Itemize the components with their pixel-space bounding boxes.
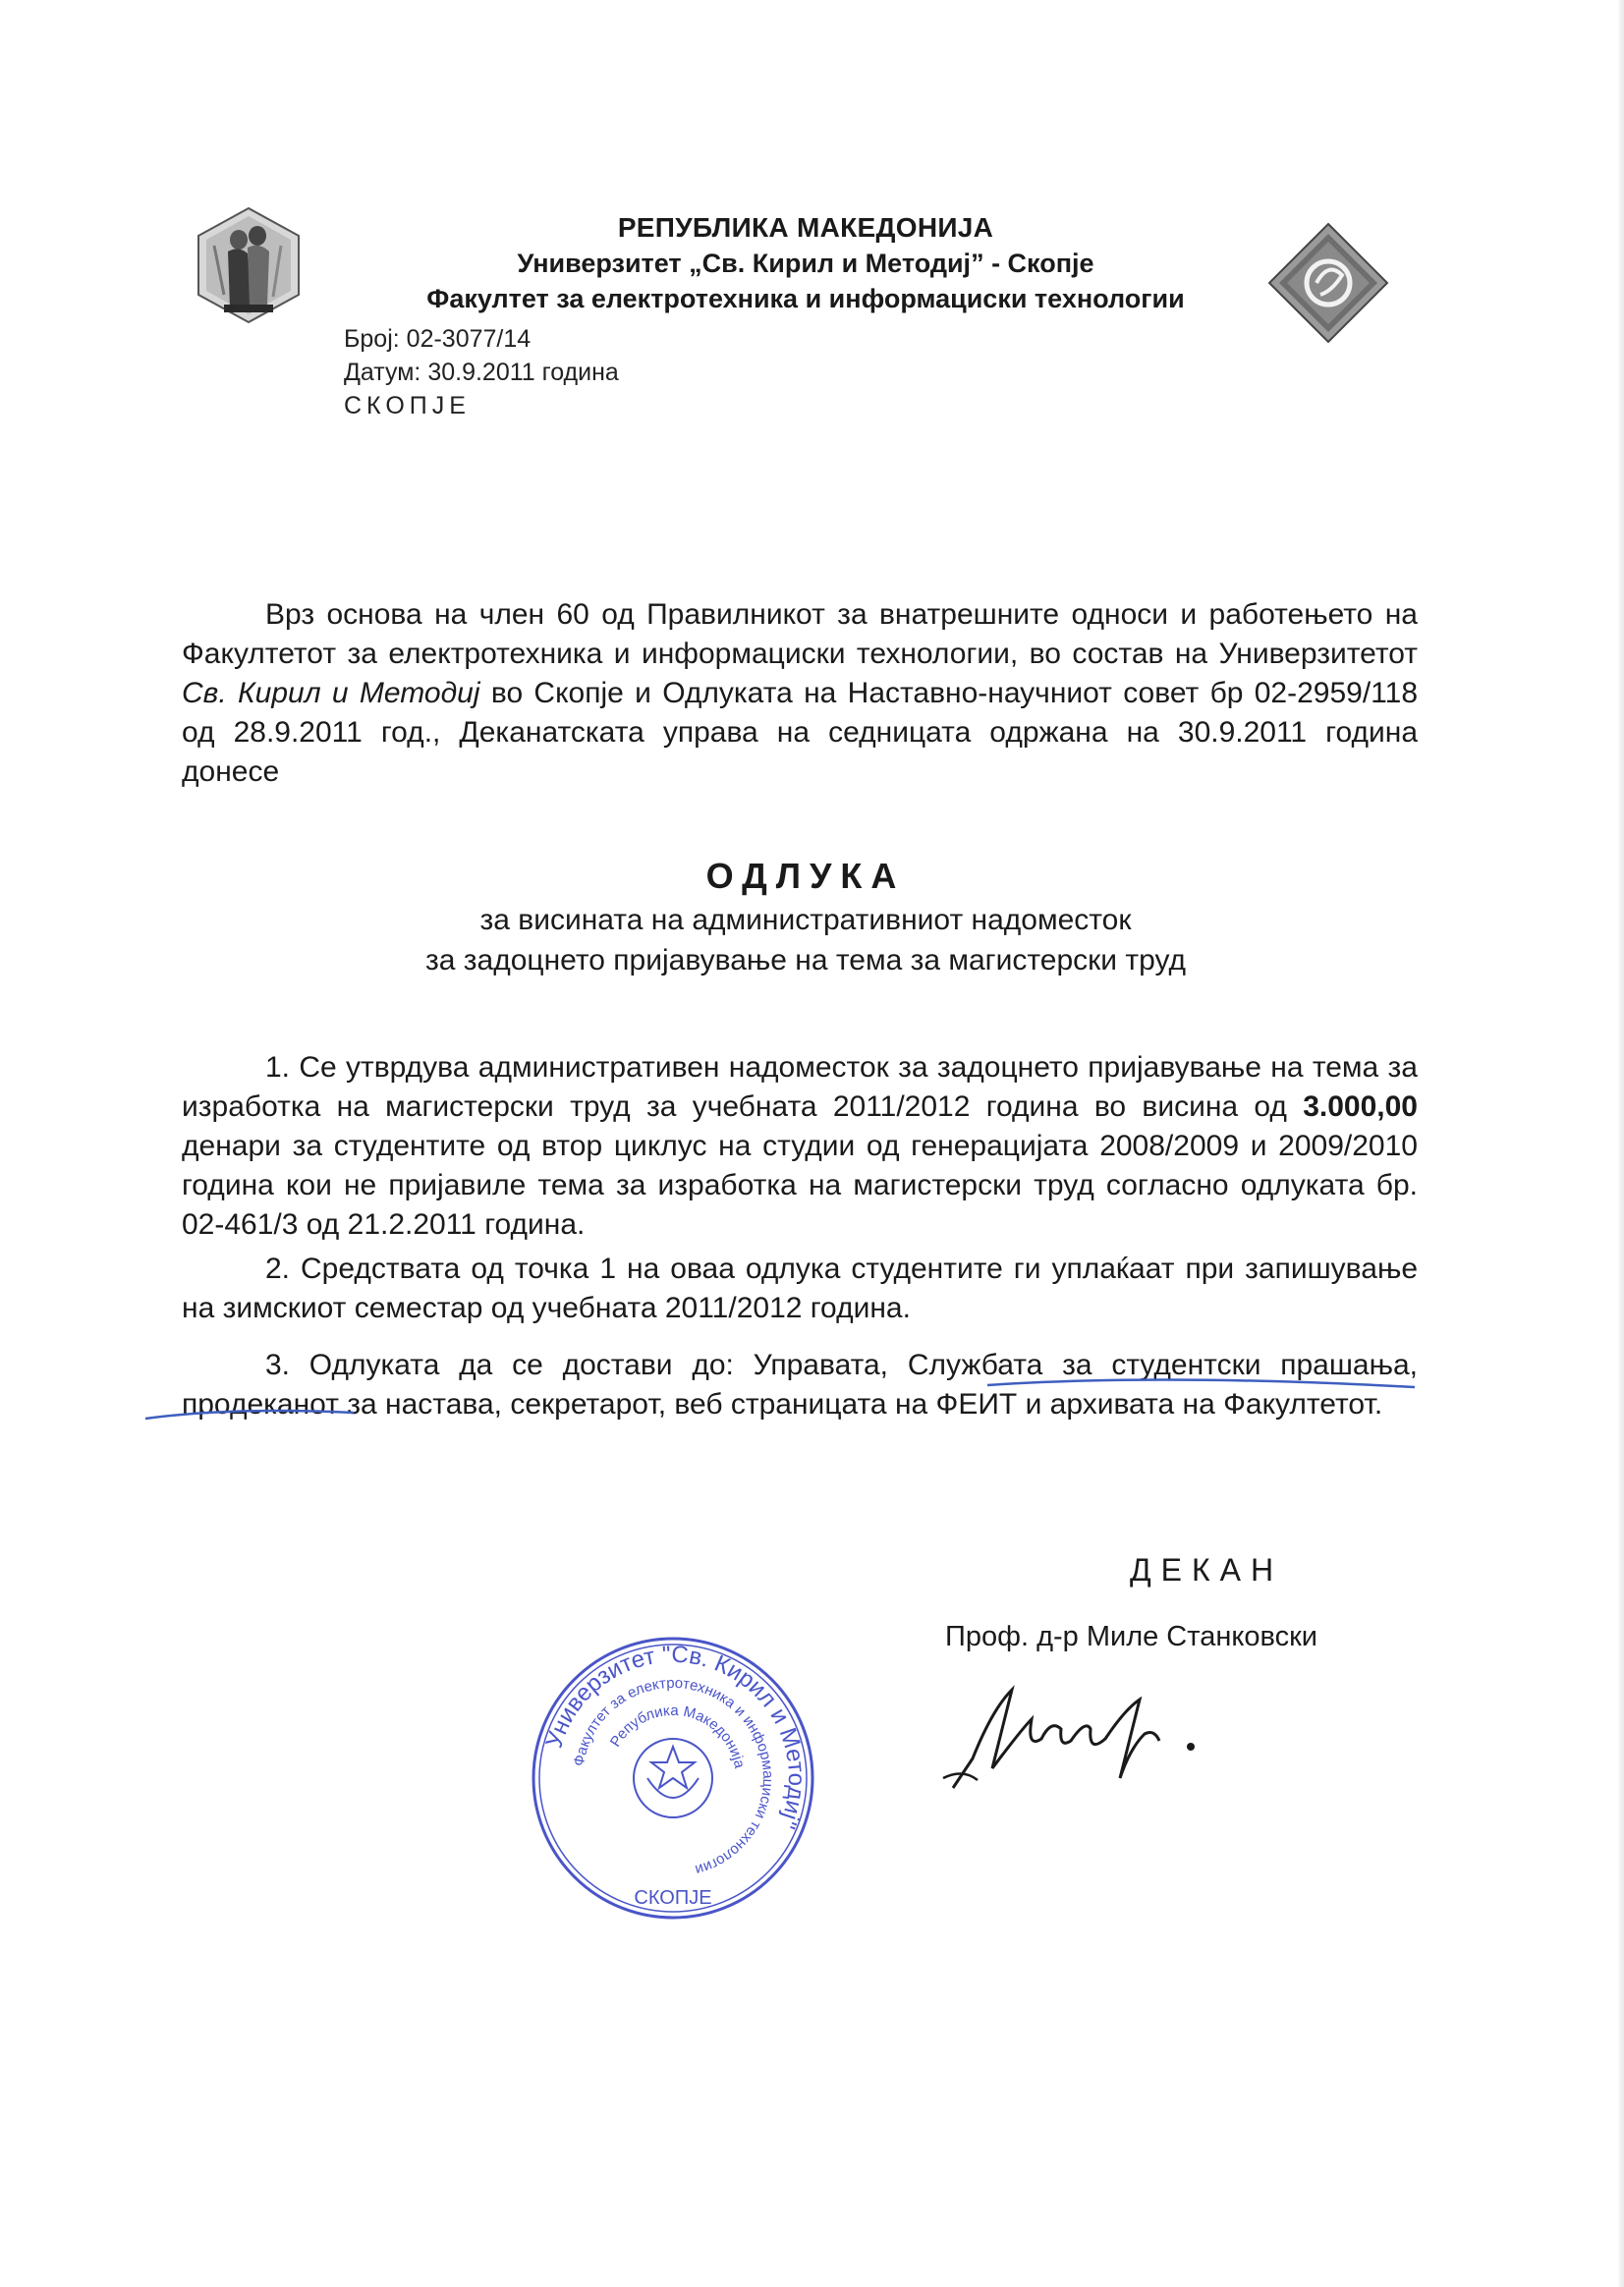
letterhead-faculty: Факултет за електротехника и информациски технологии (426, 284, 1185, 313)
seal-republic-text: Република Македонија (606, 1701, 749, 1770)
decision-subtitle-2: за задоцнето пријавување на тема за магистерски труд (425, 944, 1186, 976)
seal-outer-text: Универзитет "Св. Кирил и Методиј" (540, 1641, 811, 1833)
intro-university-name: Св. Кирил и Методиј (182, 677, 480, 709)
dean-title: ДЕКАН (1130, 1552, 1284, 1588)
reference-city: СКОПЈЕ (344, 392, 471, 419)
decision-title: ОДЛУКА (705, 856, 906, 896)
intro-text-2: во Скопје и Одлуката на Наставно-научниот совет бр 02-2959/118 од 28.9.2011 год., Деканатската управа на седницата одржана на 30.9.2011 година донесе (182, 677, 1419, 788)
point-1-text-b: денари за студентите од втор циклус на студии од генерацијата 2008/2009 и 2009/2010 година кои не пријавиле тема за изработка на магистерски труд согласно одлуката бр. 02-461/3 од 21.2.2011 година. (182, 1130, 1418, 1241)
scan-edge (1618, 0, 1624, 2287)
seal-inner-text: Факултет за електротехника и информациски технологии (570, 1674, 777, 1878)
dean-name: Проф. д-р Миле Станковски (945, 1621, 1317, 1652)
point-3-highlighted: Службата за студентски прашања, (907, 1349, 1418, 1381)
decision-point-3 (182, 1346, 1418, 1424)
seal-city: СКОПЈЕ (634, 1887, 712, 1909)
decision-subtitle-1: за висината на административниот надоместок (479, 904, 1132, 936)
document-reference (344, 322, 619, 422)
reference-number: Број: 02-3077/14 (344, 325, 532, 353)
decision-point-1 (182, 1048, 1418, 1245)
intro-text-1: Врз основа на член 60 од Правилникот за внатрешните односи и работењето на Факултетот за електротехника и информациски технологии, во состав на Универзитетот (182, 598, 1418, 670)
point-2-text: 2. Средствата од точка 1 на оваа одлука студентите ги уплаќаат при запишување на зимскиот семестар од учебната 2011/2012 година. (182, 1253, 1418, 1324)
letterhead-country: РЕПУБЛИКА МАКЕДОНИЈА (617, 212, 994, 243)
letterhead (295, 210, 1316, 316)
university-emblem-logo (195, 206, 303, 324)
decision-point-2 (182, 1250, 1418, 1328)
reference-date: Датум: 30.9.2011 година (344, 359, 619, 386)
point-3-text-a: 3. Одлуката да се достави до: Управата, (265, 1349, 908, 1381)
official-seal (526, 1631, 820, 1925)
decision-heading (295, 853, 1316, 980)
dean-signature (933, 1670, 1267, 1808)
letterhead-university: Универзитет „Св. Кирил и Методиј” - Скопје (517, 249, 1094, 278)
point-1-amount: 3.000,00 (1303, 1090, 1418, 1123)
point-1-text-a: 1. Се утврдува административен надоместок за задоцнето пријавување на тема за изработка на магистерски труд за учебната 2011/2012 година во висина од (182, 1051, 1418, 1123)
intro-paragraph (182, 595, 1418, 792)
point-3-text-b: продеканот за настава, секретарот, веб страницата на ФЕИТ и архивата на Факултетот. (182, 1388, 1383, 1421)
